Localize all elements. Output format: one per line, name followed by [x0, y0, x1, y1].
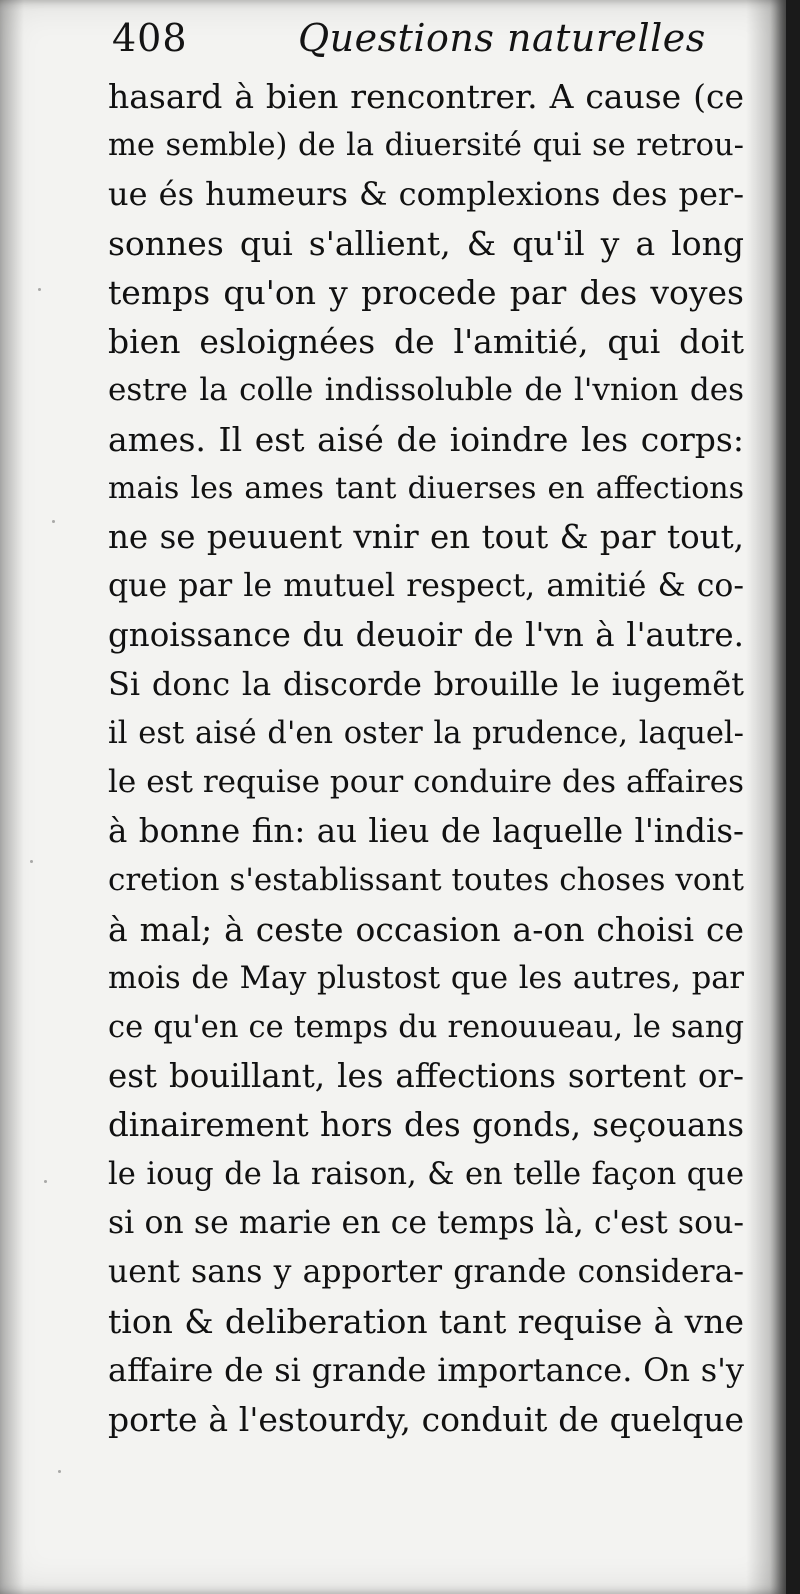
text-line: tion & deliberation tant requise à vne	[108, 1302, 744, 1341]
text-line: mois de May plustost que les autres, par	[108, 961, 744, 996]
text-line: ames. Il est aisé de ioindre les corps:	[108, 420, 744, 459]
paper-speck	[44, 1180, 47, 1183]
text-line: gnoissance du deuoir de l'vn à l'autre.	[108, 616, 744, 654]
text-line: porte à l'estourdy, conduit de quelque	[108, 1400, 744, 1439]
text-line: que par le mutuel respect, amitié & co-	[108, 568, 744, 604]
paper-speck	[52, 520, 55, 523]
text-line: ne se peuuent vnir en tout & par tout,	[108, 518, 744, 556]
gutter-shadow	[0, 0, 24, 1594]
text-line: si on se marie en ce temps là, c'est sou-	[108, 1205, 744, 1241]
text-line: dinairement hors des gonds, seçouans	[108, 1106, 744, 1144]
text-line: cretion s'establissant toutes choses vont	[108, 862, 744, 898]
text-line: me semble) de la diuersité qui se retrou-	[108, 128, 744, 163]
text-line: bien esloignées de l'amitié, qui doit	[108, 322, 744, 361]
text-line: ue és humeurs & complexions des per-	[108, 175, 744, 213]
text-line: mais les ames tant diuerses en affections	[108, 471, 744, 506]
paper-speck	[30, 860, 33, 863]
text-line: il est aisé d'en oster la prudence, laquel-	[108, 716, 744, 751]
text-line: est bouillant, les affections sortent or-	[108, 1057, 744, 1095]
text-line: sonnes qui s'allient, & qu'il y a long	[108, 224, 744, 263]
text-line: à bonne fin: au lieu de laquelle l'indis-	[108, 812, 744, 850]
page-edge-shadow	[746, 0, 786, 1594]
text-line: ce qu'en ce temps du renouueau, le sang	[108, 1010, 744, 1045]
text-line: à mal; à ceste occasion a-on choisi ce	[108, 910, 744, 949]
text-line: hasard à bien rencontrer. A cause (ce	[108, 77, 744, 116]
text-line: temps qu'on y procede par des voyes	[108, 273, 744, 312]
page-number: 408	[112, 16, 188, 60]
paper-speck	[58, 1470, 61, 1473]
text-line: le est requise pour conduire des affaires	[108, 764, 744, 800]
running-title: Questions naturelles	[298, 16, 706, 60]
page-header	[112, 10, 732, 76]
text-line: affaire de si grande importance. On s'y	[108, 1351, 744, 1389]
paper-speck	[38, 288, 41, 291]
text-line: estre la colle indissoluble de l'vnion des	[108, 372, 744, 408]
text-block	[108, 72, 744, 1444]
text-line: le ioug de la raison, & en telle façon que	[108, 1157, 744, 1192]
text-line: uent sans y apporter grande considera-	[108, 1254, 744, 1290]
text-line: Si donc la discorde brouille le iugemẽt	[108, 665, 744, 703]
